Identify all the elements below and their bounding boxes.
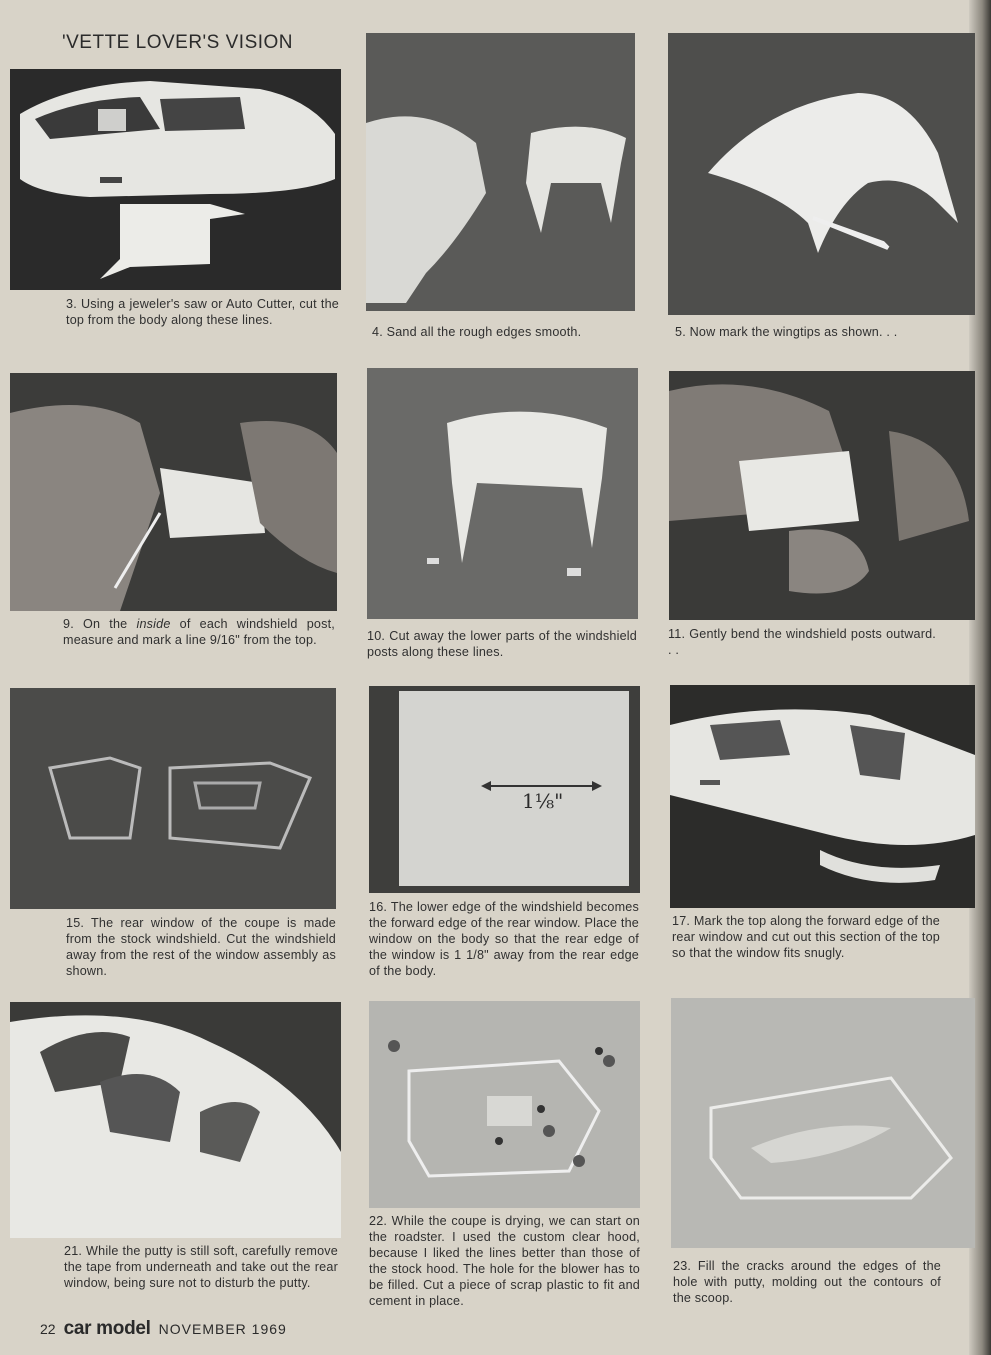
step-15-caption: 15. The rear window of the coupe is made from the stock windshield. Cut the windshield away from the rest of the window assembly as shown. — [66, 916, 336, 978]
putty-coupe-photo — [10, 1002, 341, 1238]
step-9-caption — [63, 616, 335, 648]
car-body-and-cut-top-photo — [10, 69, 341, 290]
clear-hood-photo — [369, 1001, 640, 1208]
step-22-caption: 22. While the coupe is drying, we can start on the roadster. I used the custom clear hood, because I liked the lines better than those of the stock hood. The hole for the blower has to be filled. Cut a piece of scrap plastic to fit and cement in place. — [369, 1214, 640, 1308]
step-11-caption: 11. Gently bend the windshield posts outward. . . — [668, 627, 936, 657]
step-10-caption: 10. Cut away the lower parts of the windshield posts along these lines. — [367, 629, 637, 659]
filled-hood-photo — [671, 998, 975, 1248]
window-assembly-photo — [10, 688, 336, 909]
measurement-label: 1⅛" — [522, 789, 564, 813]
step-9-text-a: 9. On the — [63, 617, 137, 631]
page-footer — [40, 1318, 287, 1340]
window-measurement-photo — [369, 686, 640, 893]
marking-windshield-post-photo — [10, 373, 337, 611]
issue-date: NOVEMBER 1969 — [158, 1321, 287, 1337]
step-4-caption: 4. Sand all the rough edges smooth. — [372, 325, 582, 339]
step-5-caption: 5. Now mark the wingtips as shown. . . — [675, 325, 898, 339]
step-17-caption: 17. Mark the top along the forward edge of the rear window and cut out this section of the top so that the window fits snugly. — [672, 914, 940, 960]
step-16-caption: 16. The lower edge of the windshield becomes the forward edge of the rear window. Place the window on the body so that the rear edge of the window is 1 1/8" away from the rear edge of the body. — [369, 900, 639, 978]
step-3-caption: 3. Using a jeweler's saw or Auto Cutter, cut the top from the body along these lines. — [66, 297, 339, 327]
page-number: 22 — [40, 1321, 56, 1337]
roof-wingtips-photo — [668, 33, 975, 315]
magazine-name: car model — [63, 1318, 151, 1339]
top-pieces-sanded-photo — [366, 33, 635, 311]
bending-posts-photo — [669, 371, 975, 620]
article-title: 'VETTE LOVER'S VISION — [62, 32, 294, 53]
cut-windshield-posts-photo — [367, 368, 638, 619]
step-9-text-b: of each windshield post, measure and mark a line 9/16" from the top. — [63, 617, 335, 647]
coupe-with-window-photo — [670, 685, 975, 908]
step-9-text-emphasis: inside — [136, 617, 171, 631]
step-21-caption: 21. While the putty is still soft, carefully remove the tape from underneath and take out the rear window, being sure not to disturb the putty. — [64, 1244, 338, 1290]
step-23-caption: 23. Fill the cracks around the edges of the hole with putty, molding out the contours of the scoop. — [673, 1259, 941, 1305]
